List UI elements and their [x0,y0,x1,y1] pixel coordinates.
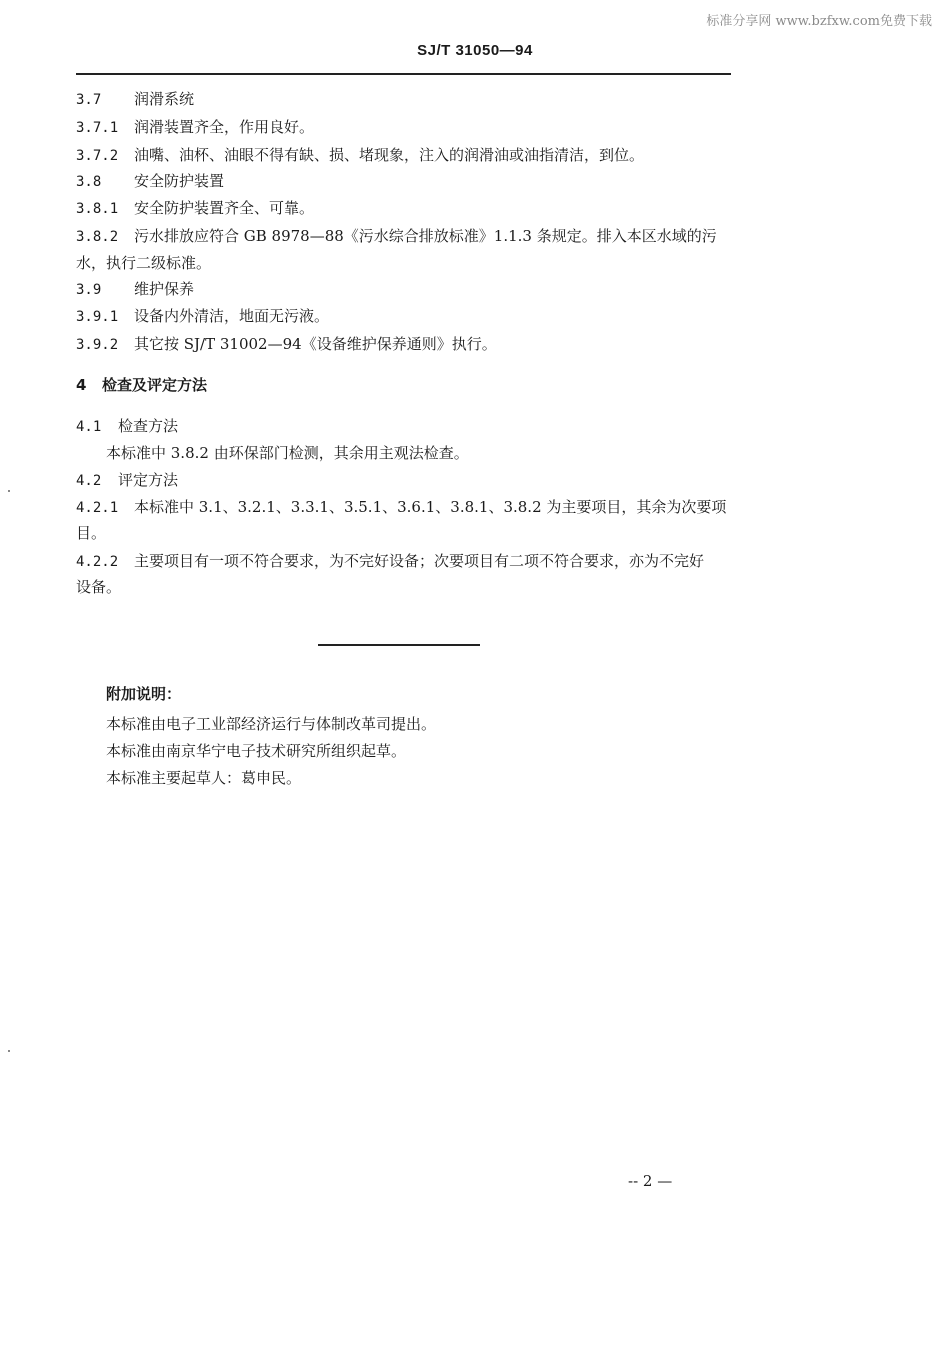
clause-3-8 [76,170,224,191]
scan-speck [8,1050,10,1052]
clause-text: 污水排放应符合 GB 8978—88《污水综合排放标准》1.1.3 条规定。排入本区水域的污 [134,227,717,245]
notes-line: 本标准由南京华宁电子技术研究所组织起草。 [106,742,407,760]
clause-3-8-2 [76,225,717,246]
section-title: 检查及评定方法 [102,376,208,394]
clause-4-2-1 [76,496,726,517]
clause-4-1-body: 本标准中 3.8.2 由环保部门检测，其余用主观法检查。 [106,444,469,462]
clause-3-9 [76,278,194,299]
clause-3-9-2 [76,333,497,354]
clause-3-8-2-continuation: 水，执行二级标准。 [76,254,212,272]
clause-4-1 [76,415,178,436]
clause-number: 3.9.1 [76,309,119,325]
clause-4-2 [76,469,178,490]
clause-text: 评定方法 [118,471,179,489]
header-rule [76,73,731,75]
clause-number: 3.8.1 [76,201,119,217]
clause-number: 3.7.2 [76,148,119,164]
clause-number: 3.7.1 [76,120,119,136]
clause-text: 润滑装置齐全，作用良好。 [134,118,315,136]
watermark-text: 标准分享网 www.bzfxw.com免费下载 [706,14,932,29]
clause-number: 3.8 [76,174,102,190]
clause-number: 3.8.2 [76,229,119,245]
clause-3-7 [76,88,194,109]
clause-number: 3.9.2 [76,337,119,353]
clause-number: 4.2 [76,473,102,489]
clause-text: 润滑系统 [134,90,195,108]
clause-3-9-1 [76,305,329,326]
clause-number: 4.1 [76,419,102,435]
clause-3-7-1 [76,116,314,137]
document-code: SJ/T 31050—94 [417,42,533,59]
clause-text: 主要项目有一项不符合要求，为不完好设备；次要项目有二项不符合要求，亦为不完好 [134,552,705,570]
clause-number: 3.7 [76,92,102,108]
clause-4-2-2-continuation: 设备。 [76,578,122,596]
scan-speck [8,490,10,492]
clause-3-7-2 [76,144,644,165]
clause-number: 3.9 [76,282,102,298]
clause-text: 安全防护装置齐全、可靠。 [134,199,315,217]
notes-line: 本标准由电子工业部经济运行与体制改革司提出。 [106,715,437,733]
clause-number: 4.2.1 [76,500,119,516]
clause-text: 油嘴、油杯、油眼不得有缺、损、堵现象，注入的润滑油或油指清洁，到位。 [134,146,645,164]
clause-text: 本标准中 3.1、3.2.1、3.3.1、3.5.1、3.6.1、3.8.1、3.8.2 为主要项目，其余为次要项 [134,498,727,516]
clause-text: 设备内外清洁，地面无污液。 [134,307,330,325]
clause-text: 安全防护装置 [134,172,225,190]
section-number: 4 [76,376,87,394]
clause-text: 维护保养 [134,280,195,298]
page-number: -- 2 — [628,1172,673,1190]
clause-text: 其它按 SJ/T 31002—94《设备维护保养通则》执行。 [134,335,497,353]
notes-line: 本标准主要起草人：葛申民。 [106,769,302,787]
clause-3-8-1 [76,197,314,218]
closing-rule [318,644,480,646]
notes-title: 附加说明： [106,685,182,703]
clause-text: 检查方法 [118,417,179,435]
section-4-heading [76,374,207,395]
clause-number: 4.2.2 [76,554,119,570]
clause-4-2-2 [76,550,704,571]
clause-4-2-1-continuation: 目。 [76,524,107,542]
